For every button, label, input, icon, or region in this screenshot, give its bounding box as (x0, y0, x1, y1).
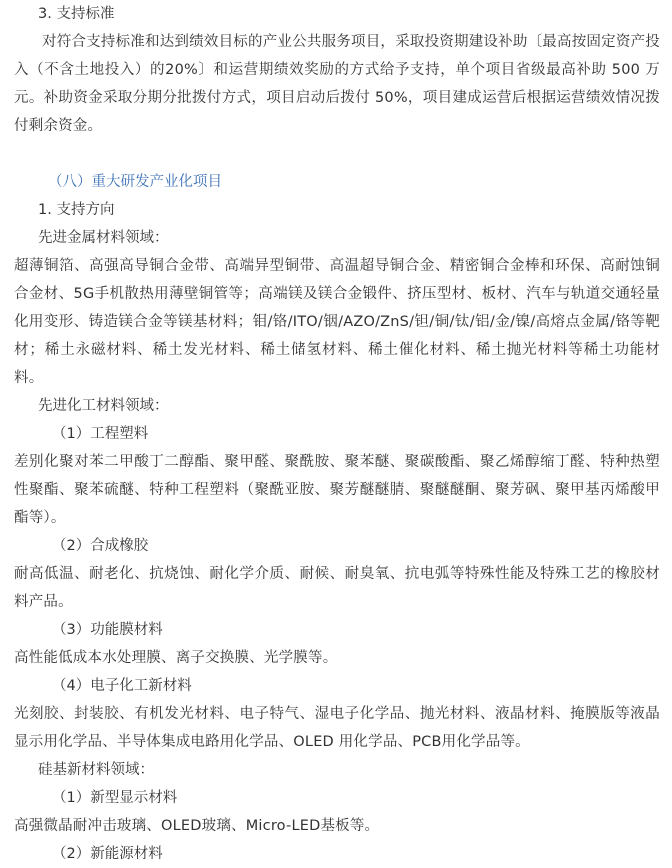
chem-item-3-body: 高性能低成本水处理膜、离子交换膜、光学膜等。 (14, 650, 338, 666)
chem-item-4-body: 光刻胶、封装胶、有机发光材料、电子特气、湿电子化学品、抛光材料、液晶材料、掩膜版等液晶显示用化学品、半导体集成电路用化学品、OLED 用化学品、PCB用化学品等。 (14, 706, 660, 750)
chem-item-3-title: （3）功能膜材料 (52, 622, 163, 638)
silicon-field-title: 硅基新材料领域： (38, 762, 154, 778)
metal-field-title: 先进金属材料领域： (38, 230, 169, 246)
section-8-sub-heading: 1. 支持方向 (38, 202, 115, 218)
silicon-item-1-body: 高强微晶耐冲击玻璃、OLED玻璃、Micro-LED基板等。 (14, 818, 380, 834)
silicon-item-1-title: （1）新型显示材料 (52, 790, 178, 806)
metal-field-body: 超薄铜箔、高强高导铜合金带、高端异型铜带、高温超导铜合金、精密铜合金棒和环保、高耐蚀铜合金材、5G手机散热用薄壁铜管等；高端镁及镁合金锻件、挤压型材、板材、汽车与轨道交通轻量化用变形、铸造镁合金等镁基材料；钼/铬/ITO/铟/AZO/ZnS/钽/铜/钛/铝/金/镍/高熔点金属/铬等靶材；稀土永磁材料、稀土发光材料、稀土储氢材料、稀土催化材料、稀土抛光材料等稀土功能材料。 (14, 258, 660, 386)
section-8-heading: （八）重大研发产业化项目 (48, 174, 222, 190)
section-3-body: 对符合支持标准和达到绩效目标的产业公共服务项目，采取投资期建设补助〔最高按固定资产投入（不含土地投入）的20%〕和运营期绩效奖励的方式给予支持，单个项目省级最高补助 500 万元。补助资金采取分期分批拨付方式，项目启动后拨付 50%，项目建成运营后根据运营绩效情况拨付剩余资金。 (14, 34, 660, 134)
chem-item-4-title: （4）电子化工新材料 (52, 678, 192, 694)
chem-field-title: 先进化工材料领域： (38, 398, 169, 414)
silicon-item-2-title: （2）新能源材料 (52, 846, 163, 862)
paragraph-spacer (14, 140, 660, 168)
chem-item-1-title: （1）工程塑料 (52, 426, 149, 442)
section-3-heading: 3. 支持标准 (38, 6, 115, 22)
chem-item-2-body: 耐高低温、耐老化、抗烧蚀、耐化学介质、耐候、耐臭氧、抗电弧等特殊性能及特殊工艺的橡胶材料产品。 (14, 566, 660, 610)
chem-item-1-body: 差别化聚对苯二甲酸丁二醇酯、聚甲醛、聚酰胺、聚苯醚、聚碳酸酯、聚乙烯醇缩丁醛、特种热塑性聚酯、聚苯硫醚、特种工程塑料（聚酰亚胺、聚芳醚醚腈、聚醚醚酮、聚芳砜、聚甲基丙烯酸甲酯等）。 (14, 454, 660, 526)
chem-item-2-title: （2）合成橡胶 (52, 538, 149, 554)
